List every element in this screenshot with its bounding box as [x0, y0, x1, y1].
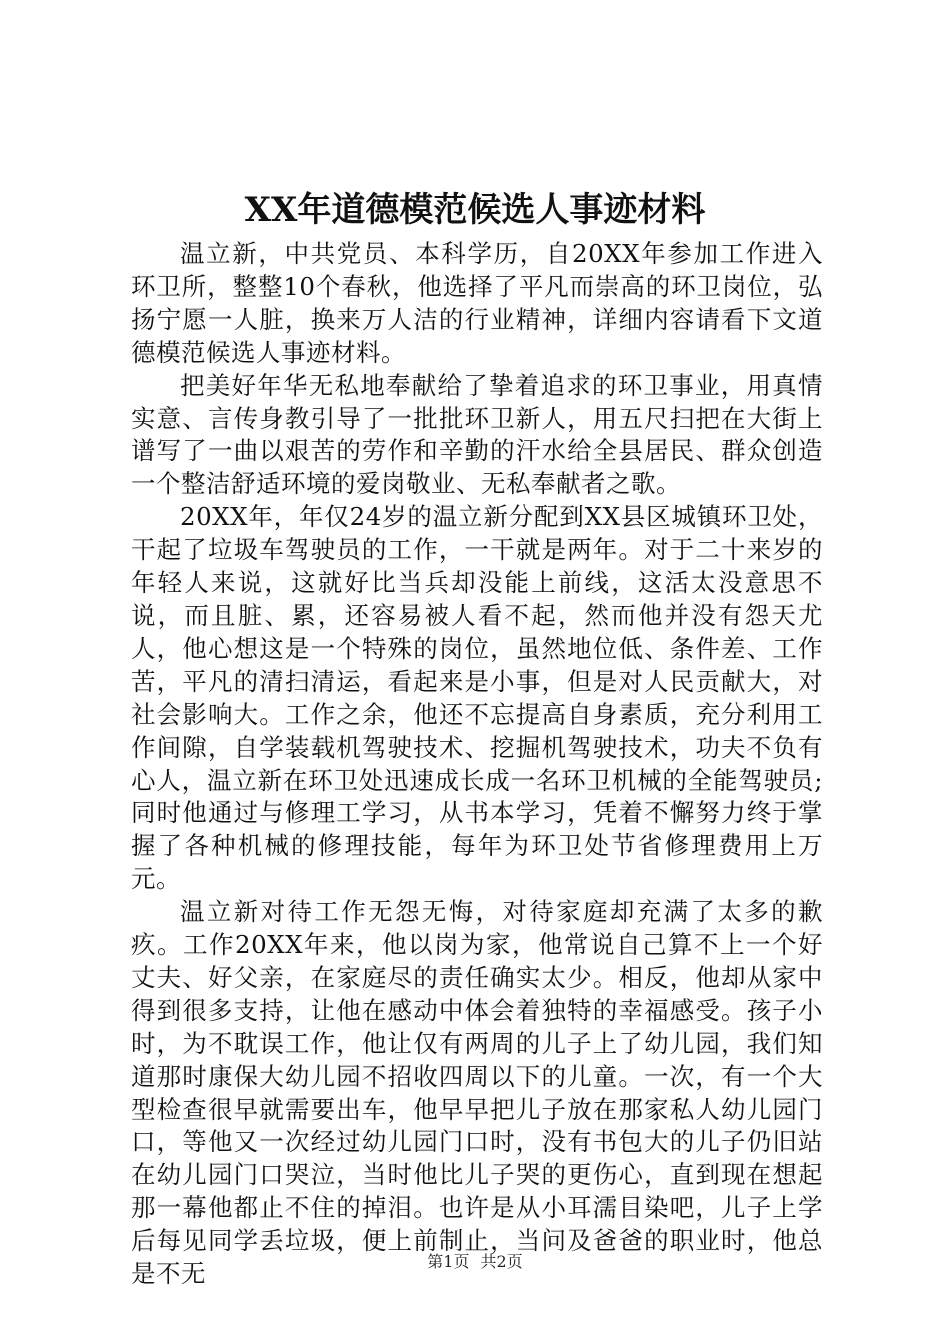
paragraph-3: 20XX年，年仅24岁的温立新分配到XX县区城镇环卫处，干起了垃圾车驾驶员的工作，一干就是两年。对于二十来岁的年轻人来说，这就好比当兵却没能上前线，这活太没意思不说，而且脏、累，还容易被人看不起，然而他并没有怨天尤人，他心想这是一个特殊的岗位，虽然地位低、条件差、工作苦，平凡的清扫清运，看起来是小事，但是对人民贡献大，对社会影响大。工作之余，他还不忘提高自身素质，充分利用工作间隙，自学装载机驾驶技术、挖掘机驾驶技术，功夫不负有心人，温立新在环卫处迅速成长成一名环卫机械的全能驾驶员;同时他通过与修理工学习，从书本学习，凭着不懈努力终于掌握了各种机械的修理技能，每年为环卫处节省修理费用上万元。 — [131, 502, 823, 894]
document-body — [131, 238, 823, 1291]
paragraph-4: 温立新对待工作无怨无悔，对待家庭却充满了太多的歉疚。工作20XX年来，他以岗为家，他常说自己算不上一个好丈夫、好父亲，在家庭尽的责任确实太少。相反，他却从家中得到很多支持，让他在感动中体会着独特的幸福感受。孩子小时，为不耽误工作，他让仅有两周的儿子上了幼儿园，我们知道那时康保大幼儿园不招收四周以下的儿童。一次，有一个大型检查很早就需要出车，他早早把儿子放在那家私人幼儿园门口，等他又一次经过幼儿园门口时，没有书包大的儿子仍旧站在幼儿园门口哭泣，当时他比儿子哭的更伤心，直到现在想起那一幕他都止不住的掉泪。也许是从小耳濡目染吧，儿子上学后每见同学丢垃圾，便上前制止，当问及爸爸的职业时，他总是不无 — [131, 897, 823, 1289]
page-footer — [0, 1252, 950, 1272]
page-number: 第1页 — [427, 1252, 470, 1271]
document-title: XX年道德模范候选人事迹材料 — [244, 190, 706, 230]
page-total: 共2页 — [480, 1252, 523, 1271]
paragraph-1: 温立新，中共党员、本科学历，自20XX年参加工作进入环卫所，整整10个春秋，他选择了平凡而崇高的环卫岗位，弘扬宁愿一人脏，换来万人洁的行业精神，详细内容请看下文道德模范候选人事迹材料。 — [131, 239, 823, 367]
paragraph-2: 把美好年华无私地奉献给了挚着追求的环卫事业，用真情实意、言传身教引导了一批批环卫新人，用五尺扫把在大街上谱写了一曲以艰苦的劳作和辛勤的汗水给全县居民、群众创造一个整洁舒适环境的爱岗敬业、无私奉献者之歌。 — [131, 370, 823, 499]
